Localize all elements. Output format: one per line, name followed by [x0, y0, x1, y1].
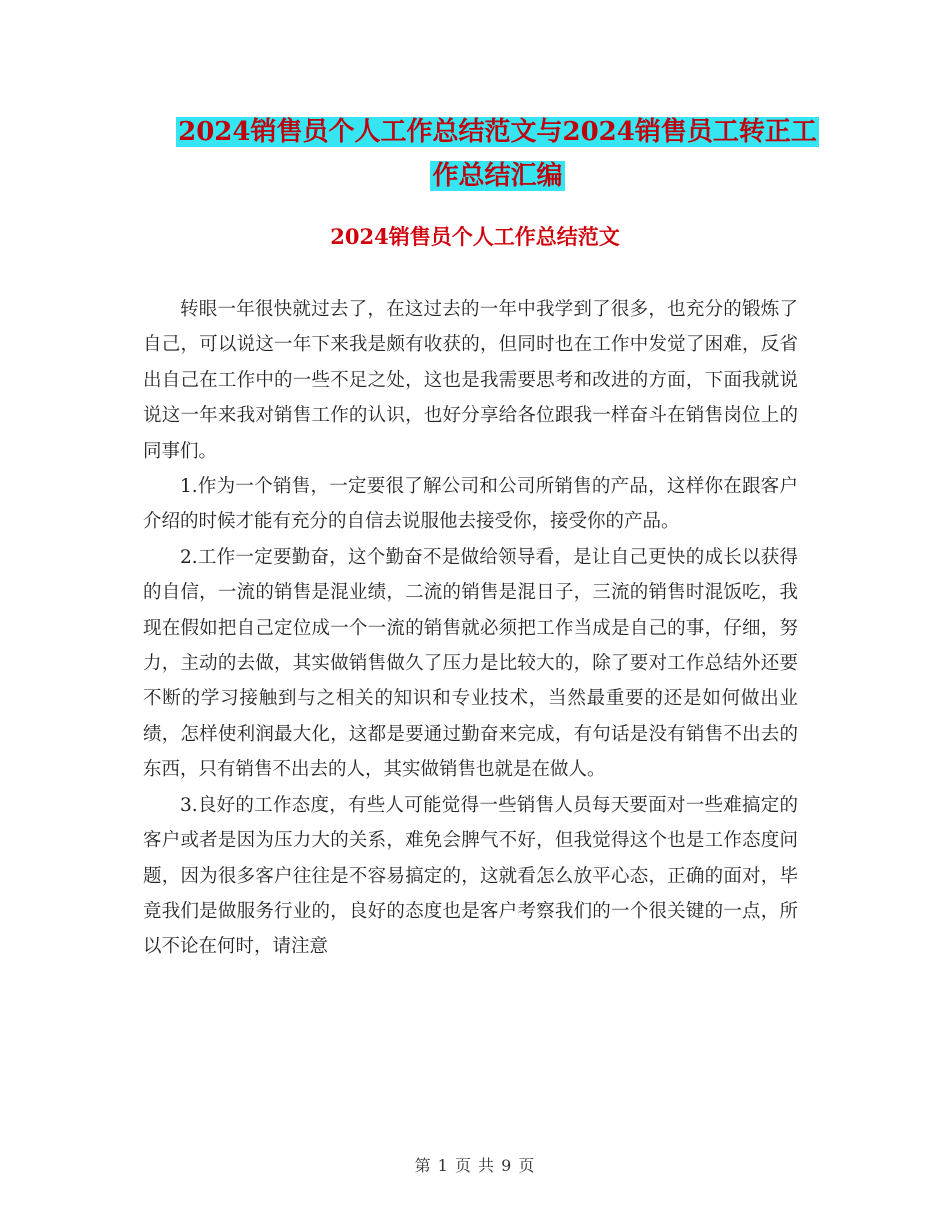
paragraph-point-1: 1.作为一个销售，一定要很了解公司和公司所销售的产品，这样你在跟客户介绍的时候才能有充分的自信去说服他去接受你，接受你的产品。: [143, 476, 798, 533]
paragraph-intro: 转眼一年很快就过去了，在这过去的一年中我学到了很多，也充分的锻炼了自己，可以说这一年下来我是颇有收获的，但同时也在工作中发觉了困难，反省出自己在工作中的一些不足之处，这也是我需要思考和改进的方面，下面我就说说这一年来我对销售工作的认识，也好分享给各位跟我一样奋斗在销售岗位上的同事们。: [143, 299, 798, 462]
page-footer: 第 1 页 共 9 页: [414, 1156, 536, 1175]
paragraph-point-3: 3.良好的工作态度，有些人可能觉得一些销售人员每天要面对一些难搞定的客户或者是因为压力大的关系，难免会脾气不好，但我觉得这个也是工作态度问题，因为很多客户往往是不容易搞定的，这就看怎么放平心态，正确的面对，毕竟我们是做服务行业的，良好的态度也是客户考察我们的一个很关键的一点，所以不论在何时，请注意: [143, 794, 798, 958]
title-line-1: 2024销售员个人工作总结范文与2024销售员工转正工: [178, 117, 817, 147]
document-body: [143, 292, 798, 965]
title-line-2: 作总结汇编: [432, 161, 563, 191]
section-title: 2024销售员个人工作总结范文: [330, 224, 620, 249]
paragraph-point-2: 2.工作一定要勤奋，这个勤奋不是做给领导看，是让自己更快的成长以获得的自信，一流的销售是混业绩，二流的销售是混日子，三流的销售时混饭吃，我现在假如把自己定位成一个一流的销售就必须把工作当成是自己的事，仔细，努力，主动的去做，其实做销售做久了压力是比较大的，除了要对工作总结外还要不断的学习接触到与之相关的知识和专业技术，当然最重要的还是如何做出业绩，怎样使利润最大化，这都是要通过勤奋来完成，有句话是没有销售不出去的东西，只有销售不出去的人，其实做销售也就是在做人。: [143, 546, 798, 781]
document-title: [140, 110, 855, 198]
